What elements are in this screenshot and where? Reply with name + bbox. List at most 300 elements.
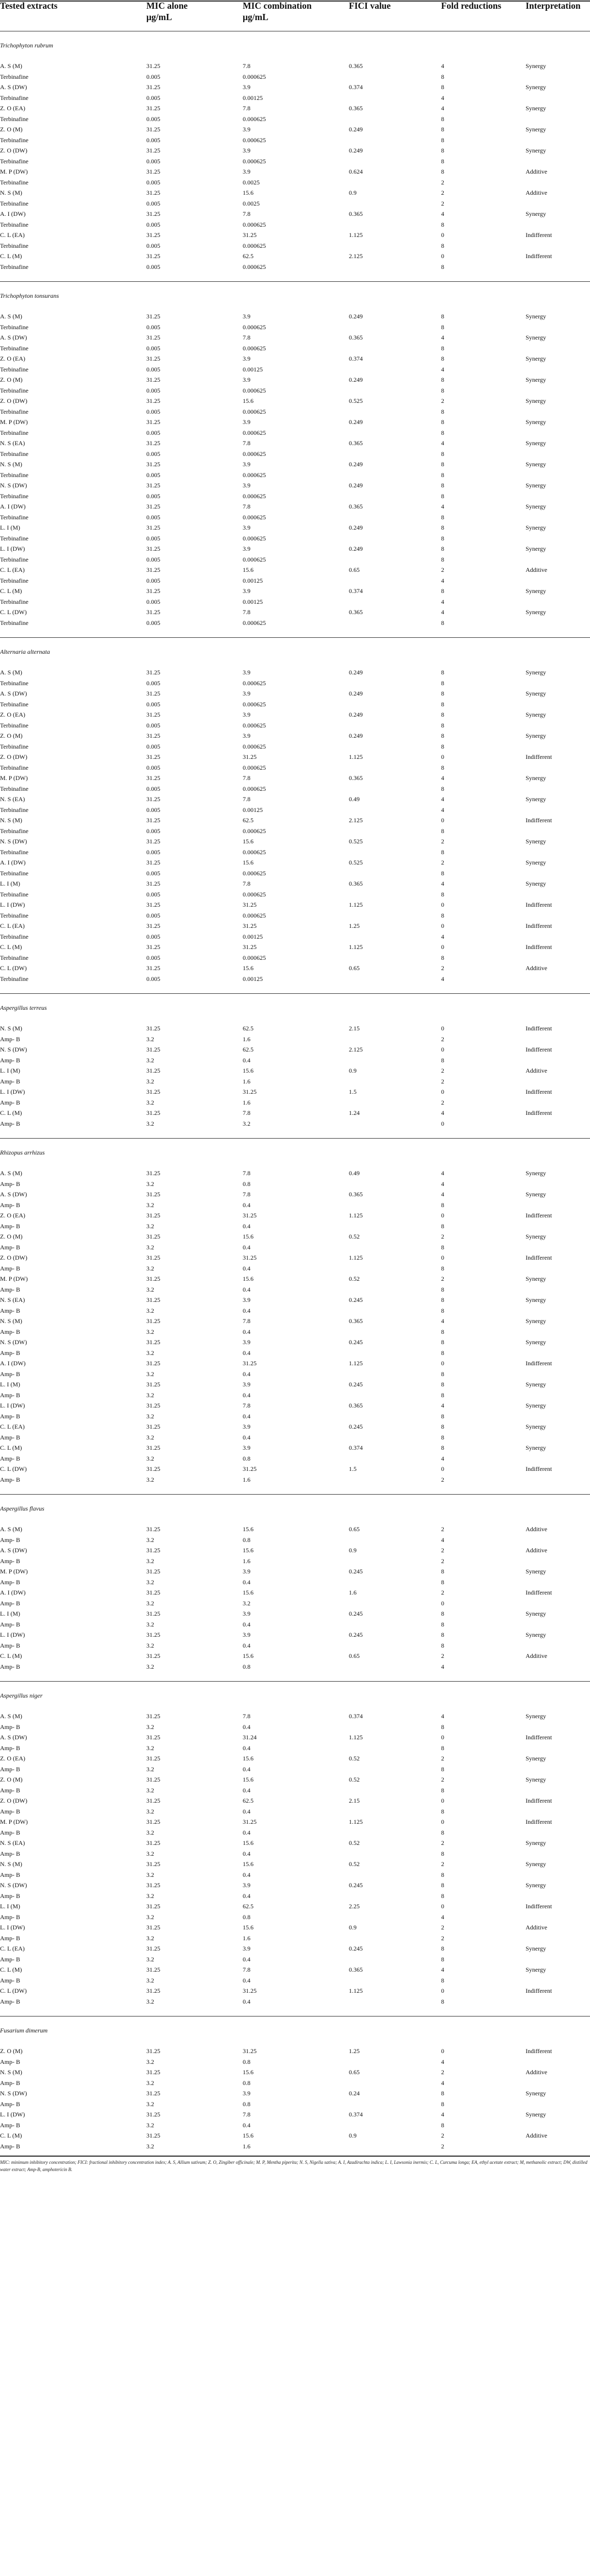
section-divider (0, 1138, 590, 1139)
fold-reduction-cell: 8 (441, 1412, 444, 1420)
mic-combination-cell: 0.00125 (243, 975, 263, 982)
mic-alone-cell: 31.25 (146, 1755, 160, 1762)
tested-extract-cell: Z. O (EA) (0, 1755, 25, 1762)
interpretation-cell: Synergy (526, 1882, 546, 1889)
mic-alone-cell: 31.25 (146, 1191, 160, 1198)
mic-combination-cell: 3.9 (243, 1444, 250, 1451)
mic-alone-cell: 31.25 (146, 2047, 160, 2055)
fold-reduction-cell: 2 (441, 2132, 444, 2139)
interpretation-cell: Indifferent (526, 1987, 552, 1994)
mic-alone-cell: 31.25 (146, 566, 160, 573)
mic-alone-cell: 31.25 (146, 1734, 160, 1741)
mic-combination-cell: 0.000625 (243, 73, 266, 80)
fold-reduction-cell: 8 (441, 711, 444, 718)
mic-alone-cell: 3.2 (146, 1892, 154, 1900)
fici-cell: 2.125 (349, 252, 363, 260)
interpretation-cell: Synergy (526, 859, 546, 866)
mic-combination-cell: 7.8 (243, 608, 250, 616)
mic-alone-cell: 3.2 (146, 1976, 154, 1984)
fold-reduction-cell: 0 (441, 1987, 444, 1994)
interpretation-cell: Synergy (526, 1275, 546, 1282)
fold-reduction-cell: 8 (441, 376, 444, 383)
mic-alone-cell: 31.25 (146, 608, 160, 616)
tested-extract-cell: Amp- B (0, 2100, 20, 2108)
mic-alone-cell: 31.25 (146, 669, 160, 676)
mic-combination-cell: 15.6 (243, 1233, 254, 1240)
section-divider (0, 1681, 590, 1682)
mic-alone-cell: 31.25 (146, 838, 160, 845)
mic-alone-cell: 31.25 (146, 1945, 160, 1952)
fold-reduction-cell: 8 (441, 471, 444, 479)
fold-reduction-cell: 2 (441, 1557, 444, 1565)
mic-alone-cell: 3.2 (146, 1180, 154, 1188)
mic-combination-cell: 0.000625 (243, 890, 266, 898)
tested-extract-cell: Terbinafine (0, 933, 29, 940)
fici-cell: 1.125 (349, 1734, 363, 1741)
fold-reduction-cell: 2 (441, 1776, 444, 1783)
mic-alone-cell: 3.2 (146, 1871, 154, 1878)
tested-extract-cell: Amp- B (0, 1412, 20, 1420)
mic-alone-cell: 3.2 (146, 1328, 154, 1335)
fold-reduction-cell: 2 (441, 838, 444, 845)
fold-reduction-cell: 8 (441, 1765, 444, 1773)
fici-cell: 0.624 (349, 168, 363, 175)
mic-alone-cell: 0.005 (146, 954, 160, 961)
mic-combination-cell: 3.9 (243, 418, 250, 426)
mic-alone-cell: 3.2 (146, 1077, 154, 1085)
tested-extract-cell: Terbinafine (0, 598, 29, 605)
fold-reduction-cell: 8 (441, 1201, 444, 1209)
fold-reduction-cell: 8 (441, 619, 444, 626)
fold-reduction-cell: 2 (441, 1098, 444, 1106)
tested-extract-cell: Terbinafine (0, 869, 29, 877)
interpretation-cell: Indifferent (526, 1903, 552, 1910)
tested-extract-cell: Terbinafine (0, 365, 29, 373)
fold-reduction-cell: 8 (441, 482, 444, 489)
mic-alone-cell: 31.25 (146, 62, 160, 70)
fici-cell: 1.125 (349, 901, 363, 908)
tested-extract-cell: Amp- B (0, 1828, 20, 1836)
tested-extract-cell: Terbinafine (0, 221, 29, 228)
mic-combination-cell: 31.25 (243, 901, 257, 908)
fold-reduction-cell: 8 (441, 827, 444, 835)
mic-alone-cell: 3.2 (146, 1663, 154, 1670)
fold-reduction-cell: 4 (441, 1454, 444, 1462)
fold-reduction-cell: 8 (441, 1641, 444, 1649)
fold-reduction-cell: 2 (441, 1077, 444, 1085)
mic-alone-cell: 31.25 (146, 524, 160, 531)
interpretation-cell: Additive (526, 1067, 547, 1074)
mic-alone-cell: 31.25 (146, 1067, 160, 1074)
mic-alone-cell: 31.25 (146, 1903, 160, 1910)
mic-alone-cell: 0.005 (146, 827, 160, 835)
mic-combination-cell: 0.000625 (243, 721, 266, 729)
mic-alone-cell: 3.2 (146, 1807, 154, 1815)
fici-cell: 0.249 (349, 147, 363, 154)
mic-combination-cell: 7.8 (243, 880, 250, 887)
interpretation-cell: Indifferent (526, 1589, 552, 1596)
mic-combination-cell: 1.6 (243, 1077, 250, 1085)
tested-extract-cell: Terbinafine (0, 471, 29, 479)
mic-combination-cell: 0.4 (243, 1786, 250, 1794)
fici-cell: 2.15 (349, 1797, 360, 1804)
interpretation-cell: Synergy (526, 1317, 546, 1325)
fold-reduction-cell: 4 (441, 806, 444, 814)
tested-extract-cell: Z. O (M) (0, 126, 23, 133)
fold-reduction-cell: 8 (441, 408, 444, 415)
fold-reduction-cell: 8 (441, 869, 444, 877)
tested-extract-cell: Terbinafine (0, 534, 29, 542)
tested-extract-cell: A. S (DW) (0, 334, 27, 341)
interpretation-cell: Synergy (526, 376, 546, 383)
fici-cell: 0.374 (349, 355, 363, 362)
mic-alone-cell: 3.2 (146, 1454, 154, 1462)
interpretation-cell: Indifferent (526, 1818, 552, 1825)
tested-extract-cell: M. P (DW) (0, 1275, 28, 1282)
mic-alone-cell: 0.005 (146, 471, 160, 479)
mic-alone-cell: 31.25 (146, 1631, 160, 1638)
tested-extract-cell: C. L (M) (0, 943, 22, 951)
mic-alone-cell: 3.2 (146, 1120, 154, 1127)
mic-combination-cell: 0.4 (243, 1412, 250, 1420)
mic-combination-cell: 31.25 (243, 753, 257, 760)
fold-reduction-cell: 4 (441, 774, 444, 782)
mic-combination-cell: 0.000625 (243, 429, 266, 436)
tested-extract-cell: Terbinafine (0, 577, 29, 584)
fici-cell: 1.125 (349, 943, 363, 951)
mic-alone-cell: 0.005 (146, 721, 160, 729)
tested-extract-cell: Terbinafine (0, 408, 29, 415)
tested-extract-cell: Z. O (DW) (0, 1797, 27, 1804)
fold-reduction-cell: 2 (441, 1589, 444, 1596)
fold-reduction-cell: 2 (441, 1839, 444, 1846)
mic-combination-cell: 31.25 (243, 1465, 257, 1472)
fici-cell: 0.374 (349, 1444, 363, 1451)
mic-combination-cell: 15.6 (243, 964, 254, 972)
interpretation-cell: Synergy (526, 587, 546, 595)
fold-reduction-cell: 4 (441, 1713, 444, 1720)
tested-extract-cell: Amp- B (0, 1243, 20, 1251)
mic-combination-cell: 0.000625 (243, 242, 266, 249)
tested-extract-cell: Terbinafine (0, 157, 29, 165)
mic-combination-cell: 0.4 (243, 1243, 250, 1251)
mic-alone-cell: 0.005 (146, 386, 160, 394)
tested-extract-cell: M. P (DW) (0, 168, 28, 175)
mic-alone-cell: 31.25 (146, 168, 160, 175)
fici-cell: 0.374 (349, 1713, 363, 1720)
fold-reduction-cell: 8 (441, 1945, 444, 1952)
mic-alone-cell: 31.25 (146, 587, 160, 595)
mic-alone-cell: 31.25 (146, 1109, 160, 1116)
tested-extract-cell: Terbinafine (0, 263, 29, 270)
fold-reduction-cell: 0 (441, 1025, 444, 1032)
mic-combination-cell: 0.000625 (243, 344, 266, 352)
header-mic-alone-line1: MIC alone (146, 1, 188, 11)
species-heading: Trichophyton tonsurans (0, 292, 59, 299)
mic-combination-cell: 62.5 (243, 1903, 254, 1910)
mic-combination-cell: 15.6 (243, 2069, 254, 2076)
fold-reduction-cell: 8 (441, 848, 444, 856)
fold-reduction-cell: 0 (441, 1734, 444, 1741)
species-heading: Aspergillus terreus (0, 1004, 47, 1011)
mic-combination-cell: 0.4 (243, 1285, 250, 1293)
mic-alone-cell: 0.005 (146, 344, 160, 352)
fold-reduction-cell: 8 (441, 1391, 444, 1399)
fici-cell: 0.365 (349, 210, 363, 217)
tested-extract-cell: Z. O (EA) (0, 355, 25, 362)
fold-reduction-cell: 8 (441, 679, 444, 687)
fold-reduction-cell: 2 (441, 1035, 444, 1043)
mic-combination-cell: 0.8 (243, 1454, 250, 1462)
mic-alone-cell: 0.005 (146, 785, 160, 792)
fold-reduction-cell: 4 (441, 1191, 444, 1198)
mic-combination-cell: 0.0025 (243, 178, 260, 186)
mic-alone-cell: 3.2 (146, 1476, 154, 1483)
interpretation-cell: Synergy (526, 795, 546, 803)
fold-reduction-cell: 8 (441, 2100, 444, 2108)
mic-alone-cell: 31.25 (146, 753, 160, 760)
header-fici-value: FICI value (349, 1, 391, 11)
mic-alone-cell: 0.005 (146, 242, 160, 249)
mic-alone-cell: 3.2 (146, 1391, 154, 1399)
tested-extract-cell: C. L (EA) (0, 566, 25, 573)
fold-reduction-cell: 8 (441, 555, 444, 563)
tested-extract-cell: Amp- B (0, 1786, 20, 1794)
mic-combination-cell: 0.8 (243, 2058, 250, 2065)
tested-extract-cell: Amp- B (0, 1663, 20, 1670)
mic-combination-cell: 7.8 (243, 774, 250, 782)
fici-cell: 0.65 (349, 2069, 360, 2076)
tested-extract-cell: L. I (M) (0, 1610, 20, 1617)
interpretation-cell: Synergy (526, 147, 546, 154)
tested-extract-cell: Terbinafine (0, 827, 29, 835)
tested-extract-cell: Amp- B (0, 1934, 20, 1942)
mic-combination-cell: 3.9 (243, 690, 250, 697)
mic-alone-cell: 31.25 (146, 1924, 160, 1931)
species-heading: Alternaria alternata (0, 648, 50, 655)
mic-alone-cell: 0.005 (146, 199, 160, 207)
mic-combination-cell: 7.8 (243, 1109, 250, 1116)
mic-alone-cell: 3.2 (146, 1786, 154, 1794)
header-tested-extracts: Tested extracts (0, 1, 58, 11)
mic-alone-cell: 3.2 (146, 2121, 154, 2129)
tested-extract-cell: Amp- B (0, 1454, 20, 1462)
header-mic-alone-line2: μg/mL (146, 12, 172, 22)
mic-combination-cell: 0.00125 (243, 577, 263, 584)
fici-cell: 0.65 (349, 1652, 360, 1659)
mic-combination-cell: 3.9 (243, 482, 250, 489)
fold-reduction-cell: 0 (441, 753, 444, 760)
mic-alone-cell: 31.25 (146, 1568, 160, 1575)
interpretation-cell: Synergy (526, 1170, 546, 1177)
mic-combination-cell: 0.000625 (243, 492, 266, 500)
tested-extract-cell: Amp- B (0, 1222, 20, 1230)
tested-extract-cell: A. I (DW) (0, 1360, 26, 1367)
mic-combination-cell: 0.000625 (243, 263, 266, 270)
mic-alone-cell: 3.2 (146, 1723, 154, 1731)
mic-combination-cell: 0.000625 (243, 450, 266, 457)
tested-extract-cell: A. S (M) (0, 669, 23, 676)
mic-combination-cell: 62.5 (243, 1797, 254, 1804)
mic-combination-cell: 31.25 (243, 922, 257, 929)
mic-alone-cell: 31.25 (146, 1465, 160, 1472)
mic-alone-cell: 31.25 (146, 147, 160, 154)
tested-extract-cell: L. I (M) (0, 524, 20, 531)
mic-alone-cell: 0.005 (146, 94, 160, 101)
fold-reduction-cell: 8 (441, 73, 444, 80)
tested-extract-cell: L. I (DW) (0, 1924, 25, 1931)
mic-combination-cell: 0.8 (243, 1663, 250, 1670)
tested-extract-cell: Terbinafine (0, 721, 29, 729)
header-interpretation: Interpretation (526, 1, 581, 11)
interpretation-cell: Indifferent (526, 1088, 552, 1095)
tested-extract-cell: Amp- B (0, 1997, 20, 2005)
fici-cell: 0.374 (349, 587, 363, 595)
fold-reduction-cell: 2 (441, 1526, 444, 1533)
interpretation-cell: Synergy (526, 1839, 546, 1846)
mic-alone-cell: 3.2 (146, 1828, 154, 1836)
mic-alone-cell: 3.2 (146, 2058, 154, 2065)
fici-cell: 0.245 (349, 1381, 363, 1388)
tested-extract-cell: Amp- B (0, 1641, 20, 1649)
mic-alone-cell: 31.25 (146, 397, 160, 404)
mic-combination-cell: 0.000625 (243, 408, 266, 415)
mic-combination-cell: 3.9 (243, 1610, 250, 1617)
interpretation-cell: Indifferent (526, 252, 552, 260)
mic-alone-cell: 3.2 (146, 1285, 154, 1293)
mic-alone-cell: 31.25 (146, 711, 160, 718)
fold-reduction-cell: 0 (441, 1465, 444, 1472)
mic-combination-cell: 15.6 (243, 189, 254, 196)
fold-reduction-cell: 8 (441, 1786, 444, 1794)
fold-reduction-cell: 4 (441, 577, 444, 584)
tested-extract-cell: N. S (M) (0, 189, 23, 196)
mic-alone-cell: 31.25 (146, 1818, 160, 1825)
mic-combination-cell: 0.4 (243, 1349, 250, 1357)
mic-alone-cell: 3.2 (146, 1243, 154, 1251)
mic-alone-cell: 3.2 (146, 1035, 154, 1043)
mic-combination-cell: 0.4 (243, 1307, 250, 1314)
tested-extract-cell: N. S (DW) (0, 1882, 27, 1889)
tested-extract-cell: A. I (DW) (0, 859, 26, 866)
tested-extract-cell: Amp- B (0, 1557, 20, 1565)
fici-cell: 2.125 (349, 817, 363, 824)
fici-cell: 0.525 (349, 397, 363, 404)
mic-combination-cell: 0.000625 (243, 323, 266, 331)
tested-extract-cell: C. L (M) (0, 252, 22, 260)
mic-alone-cell: 31.25 (146, 2069, 160, 2076)
mic-alone-cell: 3.2 (146, 1850, 154, 1857)
section-divider (0, 281, 590, 282)
interpretation-cell: Synergy (526, 1191, 546, 1198)
tested-extract-cell: A. S (M) (0, 313, 23, 320)
fold-reduction-cell: 8 (441, 1568, 444, 1575)
tested-extract-cell: A. I (DW) (0, 503, 26, 510)
mic-alone-cell: 31.25 (146, 1402, 160, 1409)
tested-extract-cell: C. L (DW) (0, 1987, 27, 1994)
tested-extract-cell: C. L (EA) (0, 1945, 25, 1952)
tested-extract-cell: A. S (M) (0, 1526, 23, 1533)
fici-cell: 1.125 (349, 753, 363, 760)
fold-reduction-cell: 2 (441, 1476, 444, 1483)
interpretation-cell: Synergy (526, 1402, 546, 1409)
mic-alone-cell: 31.25 (146, 1170, 160, 1177)
fici-cell: 2.125 (349, 1046, 363, 1053)
mic-alone-cell: 0.005 (146, 513, 160, 521)
mic-combination-cell: 0.000625 (243, 954, 266, 961)
mic-combination-cell: 1.6 (243, 1098, 250, 1106)
interpretation-cell: Synergy (526, 1423, 546, 1430)
tested-extract-cell: Terbinafine (0, 73, 29, 80)
tested-extract-cell: Amp- B (0, 1056, 20, 1064)
mic-alone-cell: 0.005 (146, 806, 160, 814)
mic-alone-cell: 3.2 (146, 1641, 154, 1649)
tested-extract-cell: N. S (DW) (0, 2090, 27, 2097)
fici-cell: 0.52 (349, 1755, 360, 1762)
mic-alone-cell: 0.005 (146, 890, 160, 898)
fold-reduction-cell: 8 (441, 954, 444, 961)
tested-extract-cell: A. I (DW) (0, 210, 26, 217)
fici-cell: 1.125 (349, 1212, 363, 1219)
interpretation-cell: Synergy (526, 690, 546, 697)
fold-reduction-cell: 8 (441, 1328, 444, 1335)
fold-reduction-cell: 2 (441, 1652, 444, 1659)
fold-reduction-cell: 4 (441, 608, 444, 616)
tested-extract-cell: Amp- B (0, 1180, 20, 1188)
tested-extract-cell: L. I (M) (0, 1903, 20, 1910)
mic-combination-cell: 0.4 (243, 1828, 250, 1836)
fici-cell: 0.374 (349, 2111, 363, 2118)
fold-reduction-cell: 2 (441, 1934, 444, 1942)
section-divider (0, 1, 590, 2)
fold-reduction-cell: 4 (441, 1966, 444, 1973)
fold-reduction-cell: 2 (441, 1067, 444, 1074)
mic-combination-cell: 0.8 (243, 1536, 250, 1544)
mic-combination-cell: 7.8 (243, 210, 250, 217)
fold-reduction-cell: 8 (441, 732, 444, 739)
fici-cell: 0.374 (349, 83, 363, 91)
mic-alone-cell: 3.2 (146, 1056, 154, 1064)
species-heading: Fusarium dimerum (0, 2027, 48, 2034)
mic-combination-cell: 0.4 (243, 1264, 250, 1272)
mic-alone-cell: 0.005 (146, 115, 160, 123)
fold-reduction-cell: 4 (441, 105, 444, 112)
mic-combination-cell: 0.8 (243, 1913, 250, 1921)
tested-extract-cell: Z. O (M) (0, 732, 23, 739)
tested-extract-cell: N. S (M) (0, 1025, 23, 1032)
mic-alone-cell: 31.25 (146, 795, 160, 803)
interpretation-cell: Indifferent (526, 1046, 552, 1053)
tested-extract-cell: Amp- B (0, 1264, 20, 1272)
fici-cell: 0.365 (349, 1317, 363, 1325)
mic-combination-cell: 0.000625 (243, 115, 266, 123)
fici-cell: 0.365 (349, 334, 363, 341)
mic-alone-cell: 0.005 (146, 178, 160, 186)
fold-reduction-cell: 4 (441, 975, 444, 982)
tested-extract-cell: Terbinafine (0, 785, 29, 792)
tested-extract-cell: Amp- B (0, 2142, 20, 2150)
tested-extract-cell: N. S (EA) (0, 795, 25, 803)
mic-alone-cell: 31.25 (146, 880, 160, 887)
mic-combination-cell: 0.000625 (243, 221, 266, 228)
mic-alone-cell: 3.2 (146, 1997, 154, 2005)
tested-extract-cell: A. S (DW) (0, 83, 27, 91)
interpretation-cell: Indifferent (526, 922, 552, 929)
mic-combination-cell: 7.8 (243, 334, 250, 341)
tested-extract-cell: Amp- B (0, 1723, 20, 1731)
interpretation-cell: Indifferent (526, 1797, 552, 1804)
interpretation-cell: Synergy (526, 545, 546, 552)
